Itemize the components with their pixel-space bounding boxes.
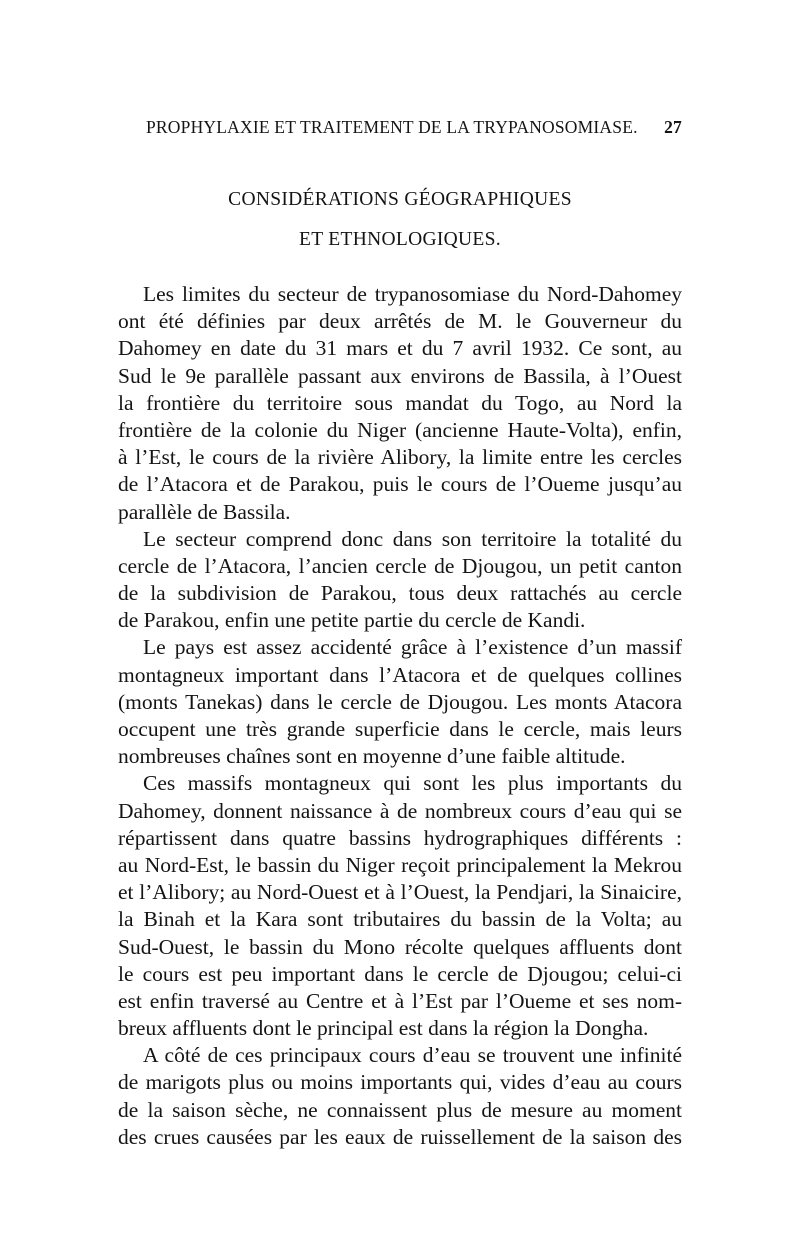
- text-line: occupent une très grande superficie dans le cercle, mais leurs: [118, 717, 682, 741]
- text-line: nombreuses chaînes sont en moyenne d’une faible altitude.: [118, 744, 626, 769]
- section-heading-line-2: ET ETHNOLOGIQUES.: [299, 229, 501, 250]
- text-line: de la saison sèche, ne connaissent plus de mesure au moment: [118, 1097, 682, 1122]
- text-line: au Nord-Est, le bassin du Niger reçoit principalement la Mekrou: [118, 852, 682, 877]
- text-line: frontière de la colonie du Niger (ancienne Haute-Volta), enfin,: [118, 417, 682, 442]
- text-line: et l’Alibory; au Nord-Ouest et à l’Ouest, la Pendjari, la Sinaicire,: [118, 880, 682, 905]
- text-line: breux affluents dont le principal est dans la région la Dongha.: [118, 1016, 649, 1041]
- text-line: cercle de l’Atacora, l’ancien cercle de Djougou, un petit canton: [118, 553, 682, 578]
- section-heading-line-1: CONSIDÉRATIONS GÉOGRAPHIQUES: [228, 189, 572, 210]
- text-line: Ces massifs montagneux qui sont les plus importants du: [143, 771, 682, 796]
- text-line: Les limites du secteur de trypanosomiase du Nord-Dahomey: [143, 282, 682, 306]
- text-line: le cours est peu important dans le cercle de Djougou; celui-ci: [118, 961, 682, 986]
- text-line: de marigots plus ou moins importants qui, vides d’eau au cours: [118, 1070, 682, 1095]
- text-line: Le pays est assez accidenté grâce à l’existence d’un massif: [143, 635, 682, 660]
- text-line: Le secteur comprend donc dans son territoire la totalité du: [143, 526, 682, 551]
- text-line: est enfin traversé au Centre et à l’Est par l’Oueme et ses nom-: [118, 988, 682, 1013]
- text-line: répartissent dans quatre bassins hydrographiques différents :: [118, 825, 682, 850]
- paragraph: [118, 526, 682, 635]
- running-head: [146, 117, 682, 141]
- text-line: de l’Atacora et de Parakou, puis le cours de l’Oueme jusqu’au: [118, 472, 682, 497]
- text-line: montagneux important dans l’Atacora et de quelques collines: [118, 662, 682, 687]
- body-text: [118, 281, 682, 1151]
- running-head-title: PROPHYLAXIE ET TRAITEMENT DE LA TRYPANOSOMIASE.: [146, 117, 638, 137]
- text-line: des crues causées par les eaux de ruissellement de la saison des: [118, 1124, 682, 1149]
- text-line: la frontière du territoire sous mandat du Togo, au Nord la: [118, 390, 682, 415]
- paragraph: [118, 281, 682, 526]
- text-line: à l’Est, le cours de la rivière Alibory, la limite entre les cercles: [118, 445, 682, 470]
- paragraph: [118, 770, 682, 1042]
- text-line: de Parakou, enfin une petite partie du cercle de Kandi.: [118, 608, 586, 633]
- text-line: Sud le 9e parallèle passant aux environs de Bassila, à l’Ouest: [118, 363, 682, 388]
- text-line: A côté de ces principaux cours d’eau se trouvent une infinité: [143, 1043, 682, 1068]
- page-number: 27: [664, 117, 682, 137]
- text-line: la Binah et la Kara sont tributaires du bassin de la Volta; au: [118, 907, 682, 932]
- text-line: parallèle de Bassila.: [118, 499, 291, 524]
- paragraph: [118, 1042, 682, 1151]
- text-line: Sud-Ouest, le bassin du Mono récolte quelques affluents dont: [118, 934, 682, 959]
- text-line: ont été définies par deux arrêtés de M. le Gouverneur du: [118, 309, 682, 334]
- text-line: Dahomey, donnent naissance à de nombreux cours d’eau qui se: [118, 798, 682, 823]
- text-line: (monts Tanekas) dans le cercle de Djougou. Les monts Atacora: [118, 689, 682, 714]
- text-line: Dahomey en date du 31 mars et du 7 avril 1932. Ce sont, au: [118, 336, 682, 361]
- text-line: de la subdivision de Parakou, tous deux rattachés au cercle: [118, 581, 682, 606]
- paragraph: [118, 634, 682, 770]
